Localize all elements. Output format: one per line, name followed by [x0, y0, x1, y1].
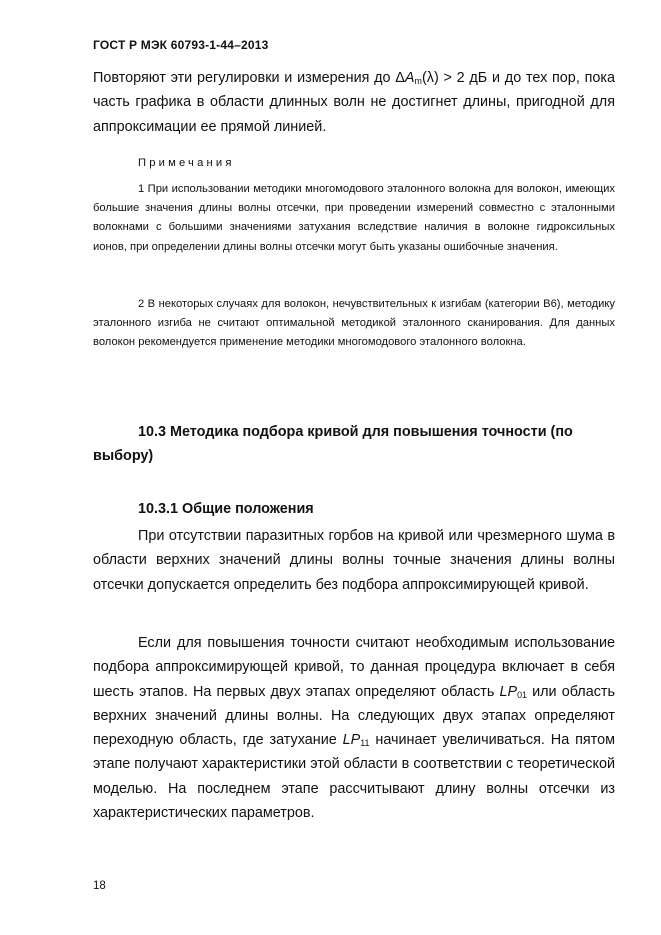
note-1: 1 При использовании методики многомодового эталонного волокна для волокон, имеющих большие значения длины волны отсечки, при проведении измерений совместно с эталонными волокнами с большими значениями затухания вследствие наличия в волокне гидроксильных ионов, при определении длины волны отсечки могут быть указаны ошибочные значения. [93, 183, 615, 253]
lp01-symbol: LP [499, 683, 518, 700]
paragraph-general: При отсутствии паразитных горбов на кривой или чрезмерного шума в области верхних значений длины волны точные значения длины волны отсечки допускается определить без подбора аппроксимирующей кривой. [93, 528, 615, 593]
procedure-text-b: или область верхних значений длины волны. На следующих двух этапах определяют переходную область, где затухание [93, 683, 615, 749]
intro-symbol-a: A [404, 70, 415, 86]
standard-header: ГОСТ Р МЭК 60793-1-44–2013 [93, 38, 269, 52]
lp11-subscript: 11 [360, 738, 370, 749]
intro-subscript-m: m [414, 76, 422, 87]
intro-text-start: Повторяют эти регулировки и измерения до Δ [93, 70, 405, 86]
page-number: 18 [93, 880, 106, 892]
section-heading: 10.3 Методика подбора кривой для повышения точности (по выбору) [93, 424, 573, 465]
notes-title: Примечания [138, 157, 235, 169]
paragraph-procedure [93, 631, 615, 825]
intro-paragraph [93, 66, 615, 139]
lp11-symbol: LP [342, 732, 361, 749]
procedure-text-c: начинает увеличиваться. На пятом этапе получают характеристики этой области в соответствии с теоретической моделью. На последнем этапе рассчитывают длину волны отсечки из характеристических параметров. [93, 732, 615, 822]
procedure-text-a: Если для повышения точности считают необходимым использование подбора аппроксимирующей кривой, то данная процедура включает в себя шесть этапов. На первых двух этапах определяют область [93, 635, 615, 700]
note-2: 2 В некоторых случаях для волокон, нечувствительных к изгибам (категории B6), методику эталонного изгиба не считают оптимальной методикой эталонного сканирования. Для данных волокон рекомендуется применение методики многомодового эталонного волокна. [93, 298, 615, 349]
lp01-subscript: 01 [517, 689, 528, 700]
subsection-heading: 10.3.1 Общие положения [138, 501, 314, 517]
intro-text-end: (λ) > 2 дБ и до тех пор, пока часть графика в области длинных волн не достигнет длины, пригодной для аппроксимации ее прямой линией. [93, 70, 615, 135]
